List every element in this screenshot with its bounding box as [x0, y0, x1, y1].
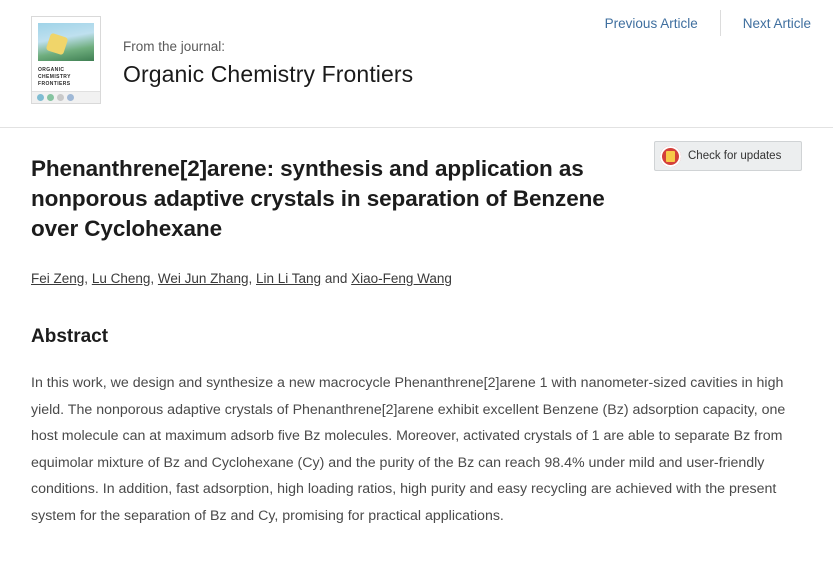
- previous-article-link[interactable]: Previous Article: [604, 15, 698, 31]
- journal-cover-footer: [32, 91, 100, 103]
- author-link[interactable]: Lin Li Tang: [256, 271, 322, 286]
- journal-cover-thumbnail[interactable]: [31, 16, 101, 104]
- next-article-link[interactable]: Next Article: [742, 15, 811, 31]
- journal-cover-title: ORGANIC CHEMISTRY FRONTIERS: [38, 67, 71, 87]
- journal-block: [31, 16, 413, 104]
- top-bar: [0, 0, 833, 128]
- abstract-text: In this work, we design and synthesize a new macrocycle Phenanthrene[2]arene 1 with nanometer-sized cavities in high yield. The nonporous adaptive crystals of Phenanthrene[2]arene exhibit excellent Benzene (Bz) adsorption capacity, one host molecule can at maximum adsorb five Bz molecules. Moreover, activated crystals of 1 are able to separate Bz from equimolar mixture of Bz and Cyclohexane (Cy) and the purity of the Bz can reach 98.4% under mild and user-friendly conditions. In addition, fast adsorption, high loading ratios, high purity and easy recycling are achieved with the present system for the separation of Bz and Cy, promising for practical applications.: [31, 375, 786, 524]
- from-journal-label: From the journal:: [123, 39, 226, 54]
- author-link[interactable]: Fei Zeng: [31, 271, 85, 286]
- author-and-label: and: [324, 271, 348, 286]
- journal-name[interactable]: Organic Chemistry Frontiers: [123, 61, 414, 87]
- abstract-heading: Abstract: [31, 326, 109, 347]
- author-separator: ,: [84, 271, 89, 286]
- author-separator: ,: [150, 271, 155, 286]
- author-link[interactable]: Wei Jun Zhang: [157, 271, 249, 286]
- article-section: [0, 128, 833, 529]
- page-title: Phenanthrene[2]arene: synthesis and application as nonporous adaptive crystals in separation of Benzene over Cyclohexane: [31, 156, 605, 241]
- cover-dot-icon: [57, 94, 64, 101]
- author-link[interactable]: Lu Cheng: [91, 271, 151, 286]
- author-link[interactable]: Xiao-Feng Wang: [351, 271, 452, 286]
- crossmark-icon: [660, 146, 681, 167]
- journal-text: [123, 16, 413, 88]
- cover-dot-icon: [37, 94, 44, 101]
- cover-dot-icon: [67, 94, 74, 101]
- cover-dot-icon: [47, 94, 54, 101]
- article-navigation: [583, 10, 833, 36]
- crossmark-badge[interactable]: [654, 141, 802, 171]
- author-separator: ,: [248, 271, 253, 286]
- crossmark-label: Check for updates: [688, 150, 782, 162]
- author-list: [31, 271, 802, 286]
- journal-cover-artwork: [38, 23, 94, 61]
